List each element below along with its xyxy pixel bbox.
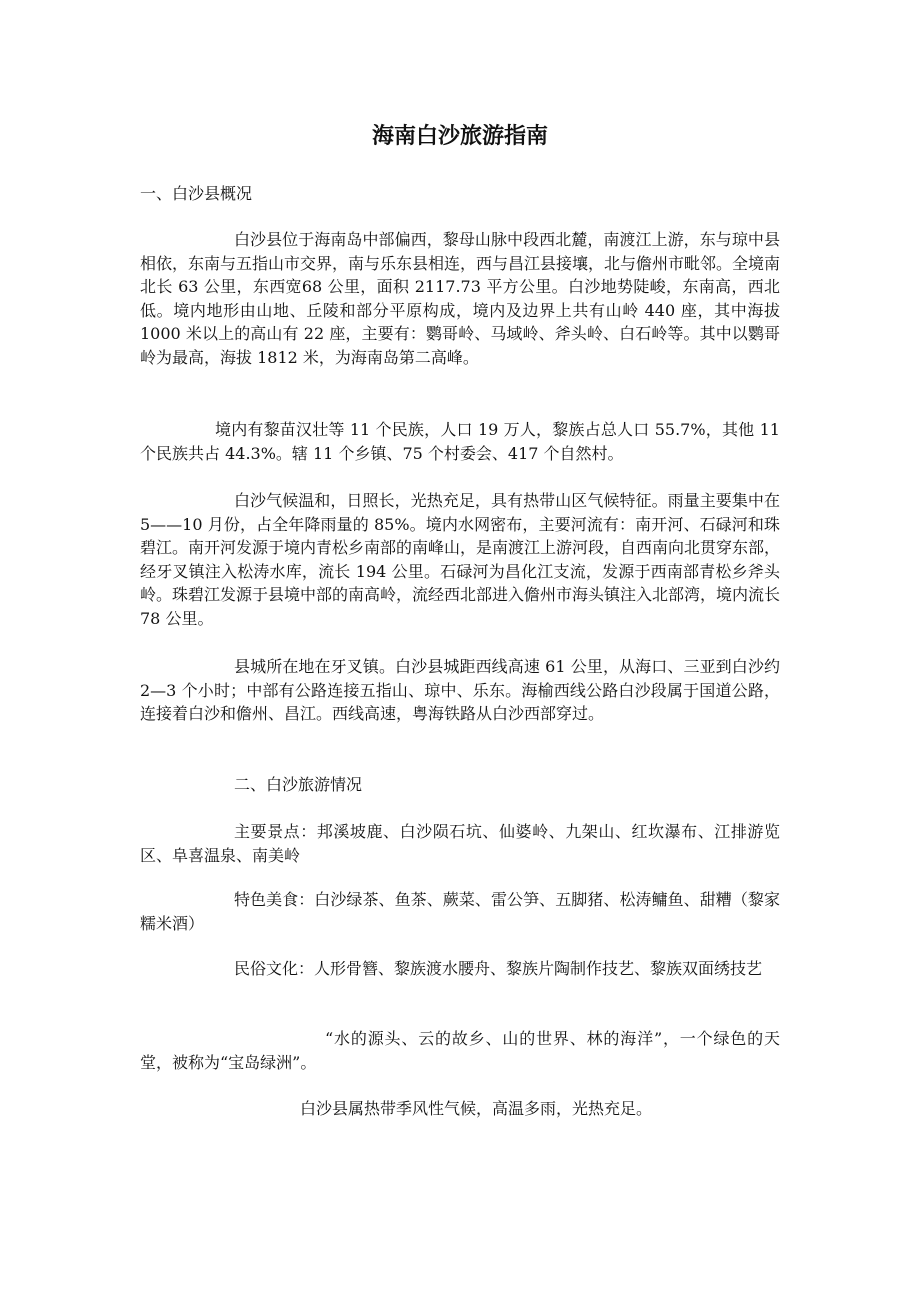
paragraph-food: 特色美食：白沙绿茶、鱼茶、蕨菜、雷公笋、五脚猪、松涛鳙鱼、甜糟（黎家糯米酒） [140, 890, 780, 933]
paragraph-transport: 县城所在地在牙叉镇。白沙县城距西线高速 61 公里，从海口、三亚到白沙约 2—3 个小时；中部有公路连接五指山、琼中、乐东。海榆西线公路白沙段属于国道公路，连接着白沙和儋州、昌江。西线高速，粤海铁路从白沙西部穿过。 [140, 657, 780, 723]
paragraph-climate-note: 白沙县属热带季风性气候，高温多雨，光热充足。 [300, 1099, 653, 1118]
paragraph-attractions: 主要景点：邦溪坡鹿、白沙陨石坑、仙婆岭、九架山、红坎瀑布、江排游览区、阜喜温泉、南美岭 [140, 822, 780, 865]
paragraph-slogan: “水的源头、云的故乡、山的世界、林的海洋”，一个绿色的天堂，被称为“宝岛绿洲”。 [140, 1029, 780, 1072]
section-heading-tourism: 二、白沙旅游情况 [234, 775, 363, 794]
paragraph-culture: 民俗文化：人形骨簪、黎族渡水腰舟、黎族片陶制作技艺、黎族双面绣技艺 [234, 959, 763, 978]
paragraph-geography: 白沙县位于海南岛中部偏西，黎母山脉中段西北麓，南渡江上游，东与琼中县相依，东南与五指山市交界，南与乐东县相连，西与昌江县接壤，北与儋州市毗邻。全境南北长 63 公里，东西宽68 公里，面积 2117.73 平方公里。白沙地势陡峻，东南高，西北低。境内地形由山地、丘陵和部分平原构成，境内及边界上共有山岭 440 座，其中海拔 1000 米以上的高山有 22 座，主要有：鹦哥岭、马域岭、斧头岭、白石岭等。其中以鹦哥岭为最高，海拔 1812 米，为海南岛第二高峰。 [140, 230, 781, 367]
page-title: 海南白沙旅游指南 [371, 124, 548, 149]
paragraph-population: 境内有黎苗汉壮等 11 个民族，人口 19 万人，黎族占总人口 55.7%，其他 11 个民族共占 44.3%。辖 11 个乡镇、75 个村委会、417 个自然村。 [140, 420, 780, 463]
paragraph-climate-rivers: 白沙气候温和，日照长，光热充足，具有热带山区气候特征。雨量主要集中在 5——10 月份，占全年降雨量的 85%。境内水网密布，主要河流有：南开河、石碌河和珠碧江。南开河发源于境内青松乡南部的南峰山，是南渡江上游河段，自西南向北贯穿东部，经牙叉镇注入松涛水库，流长 194 公里。石碌河为昌化江支流，发源于西南部青松乡斧头岭。珠碧江发源于县境中部的南高岭，流经西北部进入儋州市海头镇注入北部湾，境内流长 78 公里。 [140, 491, 781, 628]
section-heading-overview: 一、白沙县概况 [140, 184, 253, 203]
